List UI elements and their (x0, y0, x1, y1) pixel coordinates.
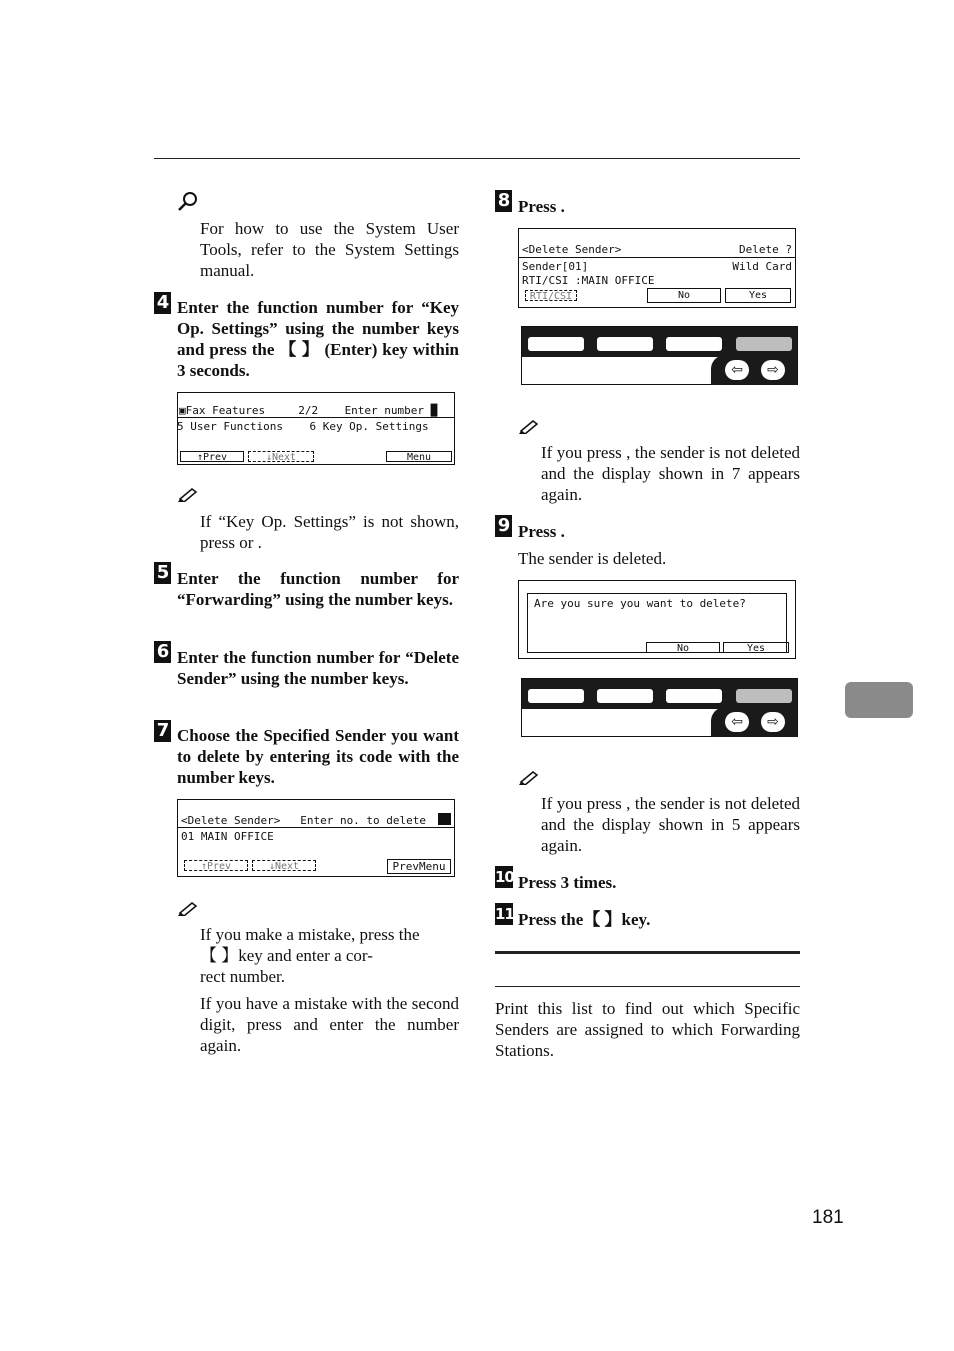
note-second-digit: If you have a mistake with the second digit, press and enter the number again. (200, 994, 459, 1055)
lcd-next-button: ↓Next (252, 860, 316, 871)
pencil-note-icon (518, 418, 540, 434)
arrow-key-block (711, 355, 797, 385)
lcd-delete-sender-enter (177, 799, 455, 877)
lcd-next-button: ↓Next (248, 451, 314, 462)
pencil-note-icon (177, 900, 199, 916)
lcd-delete-sender-confirm (518, 228, 796, 308)
selection-key-2 (597, 689, 653, 703)
note-mistake-l2: 【 】key and enter a cor- (200, 946, 373, 965)
lcd-fax-features (177, 392, 455, 465)
lcd-no-button: No (646, 642, 720, 653)
step-4-text: Enter the function number for “Key Op. Settings” using the number keys and press the 【 】 (Enter) key within 3 seconds. (177, 298, 459, 380)
step-number-11: 11 (495, 905, 514, 923)
lcd-yes-button: Yes (725, 288, 791, 303)
arrow-key-block (711, 707, 797, 737)
lcd-are-you-sure (518, 580, 796, 659)
chapter-tab (845, 682, 913, 718)
lcd-row-2-right: Wild Card (732, 260, 792, 273)
step-number-4: 4 (154, 292, 171, 314)
lcd-prev-button: ↑Prev (184, 860, 248, 871)
step-6-text: Enter the function number for “Delete Sender” using the number keys. (177, 648, 459, 688)
step-number-7: 7 (154, 720, 171, 742)
lcd-rti-csi-button: RTI/CSI (525, 290, 577, 301)
step-number-10: 10 (495, 868, 514, 886)
step-10-text: Press 3 times. (518, 873, 617, 892)
step-11-text: Press the【 】key. (518, 910, 651, 929)
selection-key-2 (597, 337, 653, 351)
reference-text: For how to use the System User Tools, refer to the System Settings manual. (200, 219, 459, 280)
note-press-no-step7: If you press , the sender is not deleted and the display shown in 7 appears again. (541, 443, 800, 504)
lcd-row-1: ▣Fax Features 2/2 Enter number █ (179, 404, 438, 417)
arrow-left-icon: ⇦ (725, 712, 749, 732)
note-mistake-l3: rect number. (200, 967, 285, 986)
magnifier-icon (177, 191, 199, 213)
arrow-right-icon: ⇨ (761, 712, 785, 732)
lcd-row-2: Sender[01] (522, 260, 589, 273)
section-description: Print this list to find out which Specific Senders are assigned to which Forwarding Stations. (495, 999, 800, 1060)
lcd-yes-button: Yes (723, 642, 789, 653)
selection-keys-panel-2 (521, 678, 798, 737)
lcd-row-1: <Delete Sender> (522, 243, 622, 256)
step-9-text: Press . (518, 522, 565, 541)
step-number-6: 6 (154, 641, 171, 663)
step-number-8: 8 (495, 190, 512, 212)
note-key-op-settings: If “Key Op. Settings” is not shown, press or . (200, 512, 459, 552)
lcd-cursor (438, 813, 451, 825)
selection-key-3 (666, 689, 722, 703)
lcd-separator (178, 827, 454, 828)
step-number-9: 9 (495, 515, 512, 537)
lcd-prev-button: ↑Prev (180, 451, 244, 462)
section-rule (495, 951, 800, 954)
lcd-menu-button: Menu (386, 451, 452, 462)
lcd-row-1: <Delete Sender> Enter no. to delete (181, 814, 427, 827)
pencil-note-icon (518, 769, 540, 785)
selection-key-4 (736, 689, 792, 703)
lcd-row-2: 01 MAIN OFFICE (181, 830, 274, 843)
selection-key-1 (528, 689, 584, 703)
header-rule (154, 158, 800, 159)
note-press-no-step5: If you press , the sender is not deleted and the display shown in 5 appears again. (541, 794, 800, 855)
page-number: 181 (812, 1207, 844, 1228)
step-7-text: Choose the Specified Sender you want to delete by entering its code with the number keys. (177, 726, 459, 787)
arrow-left-icon: ⇦ (725, 360, 749, 380)
lcd-separator (519, 257, 795, 258)
step-number-5: 5 (154, 562, 171, 584)
lcd-prevmenu-button: PrevMenu (387, 859, 451, 874)
section-rule-thin (495, 986, 800, 987)
step-5-text: Enter the function number for “Forwarding” using the number keys. (177, 569, 459, 609)
note-mistake-l1: If you make a mistake, press the (200, 925, 420, 944)
lcd-row-1: Are you sure you want to delete? (534, 597, 746, 610)
arrow-right-icon: ⇨ (761, 360, 785, 380)
step-8-text: Press . (518, 197, 565, 216)
selection-keys-panel (521, 326, 798, 385)
pencil-note-icon (177, 486, 199, 502)
selection-key-4 (736, 337, 792, 351)
lcd-separator (178, 417, 454, 418)
sender-deleted-text: The sender is deleted. (518, 549, 667, 568)
selection-key-1 (528, 337, 584, 351)
selection-key-3 (666, 337, 722, 351)
lcd-row-2: 5 User Functions 6 Key Op. Settings (177, 420, 429, 433)
lcd-row-3: RTI/CSI :MAIN OFFICE (522, 274, 655, 287)
lcd-row-1-right: Delete ? (739, 243, 792, 256)
lcd-no-button: No (647, 288, 721, 303)
